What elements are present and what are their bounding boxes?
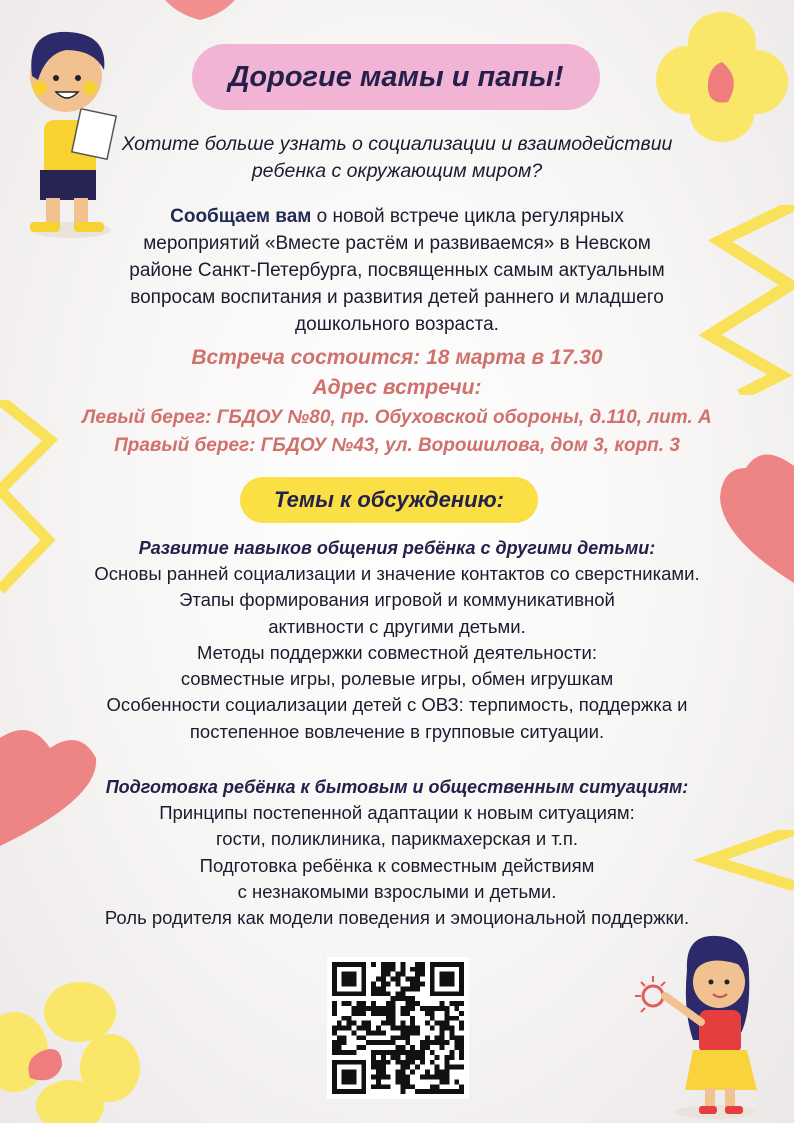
- announcement-line: районе Санкт-Петербурга, посвященных самым актуальным: [129, 260, 665, 281]
- announcement-line: дошкольного возраста.: [295, 314, 499, 335]
- intro-line: ребенка с окружающим миром?: [251, 160, 543, 182]
- section-line: постепенное вовлечение в групповые ситуации.: [189, 720, 605, 742]
- heart-icon-top: [140, 0, 260, 20]
- flower-icon-bottom-left: [0, 982, 140, 1123]
- section-line: с незнакомыми взрослыми и детьми.: [237, 880, 557, 902]
- section-title: Развитие навыков общения ребёнка с другими детьми:: [138, 538, 656, 558]
- section-line: Принципы постепенной адаптации к новым ситуациям:: [159, 802, 635, 823]
- section-line: Методы поддержки совместной деятельности:: [197, 641, 597, 663]
- qr-code-image: [327, 957, 469, 1099]
- section-line: совместные игры, ролевые игры, обмен игрушкам: [180, 668, 614, 690]
- section-title: Подготовка ребёнка к бытовым и общественным ситуациям:: [105, 777, 689, 797]
- section-line: Подготовка ребёнка к совместным действиям: [199, 854, 595, 876]
- announcement: [0, 203, 794, 338]
- meeting-address-label: Адрес встречи:: [312, 376, 482, 399]
- topic-section-1: [0, 535, 794, 745]
- intro-line: Хотите больше узнать о социализации и взаимодействии: [121, 133, 673, 155]
- topic-section-2: [0, 774, 794, 931]
- announcement-line: мероприятий «Вместе растём и развиваемся» в Невском: [143, 233, 651, 254]
- section-line: активности с другими детьми.: [268, 615, 526, 637]
- section-line: Роль родителя как модели поведения и эмоциональной поддержки.: [104, 907, 690, 929]
- announcement-text: о новой встрече цикла регулярных: [311, 206, 624, 227]
- meeting-time: Встреча состоится: 18 марта в 17.30: [191, 346, 603, 369]
- section-line: Особенности социализации детей с ОВЗ: терпимость, поддержка и: [106, 694, 688, 716]
- announcement-lead: Сообщаем вам: [170, 206, 312, 227]
- section-line: гости, поликлиника, парикмахерская и т.п.: [215, 828, 579, 850]
- girl-illustration: [625, 930, 775, 1120]
- section-line: Этапы формирования игровой и коммуникативной: [179, 589, 615, 611]
- announcement-line: [0, 203, 794, 230]
- section-line: Основы ранней социализации и значение контактов со сверстниками.: [94, 563, 700, 584]
- qr-code[interactable]: [327, 957, 469, 1099]
- page-title: Дорогие мамы и папы!: [228, 61, 564, 93]
- topics-header: Темы к обсуждению:: [274, 487, 504, 512]
- flower-icon-top-right: [652, 8, 792, 148]
- meeting-right-bank: Правый берег: ГБДОУ №43, ул. Ворошилова, дом 3, корп. 3: [114, 435, 680, 456]
- intro-text: [0, 131, 794, 185]
- announcement-line: вопросам воспитания и развития детей раннего и младшего: [130, 287, 664, 308]
- meeting-left-bank: Левый берег: ГБДОУ №80, пр. Обуховской обороны, д.110, лит. А: [82, 407, 712, 428]
